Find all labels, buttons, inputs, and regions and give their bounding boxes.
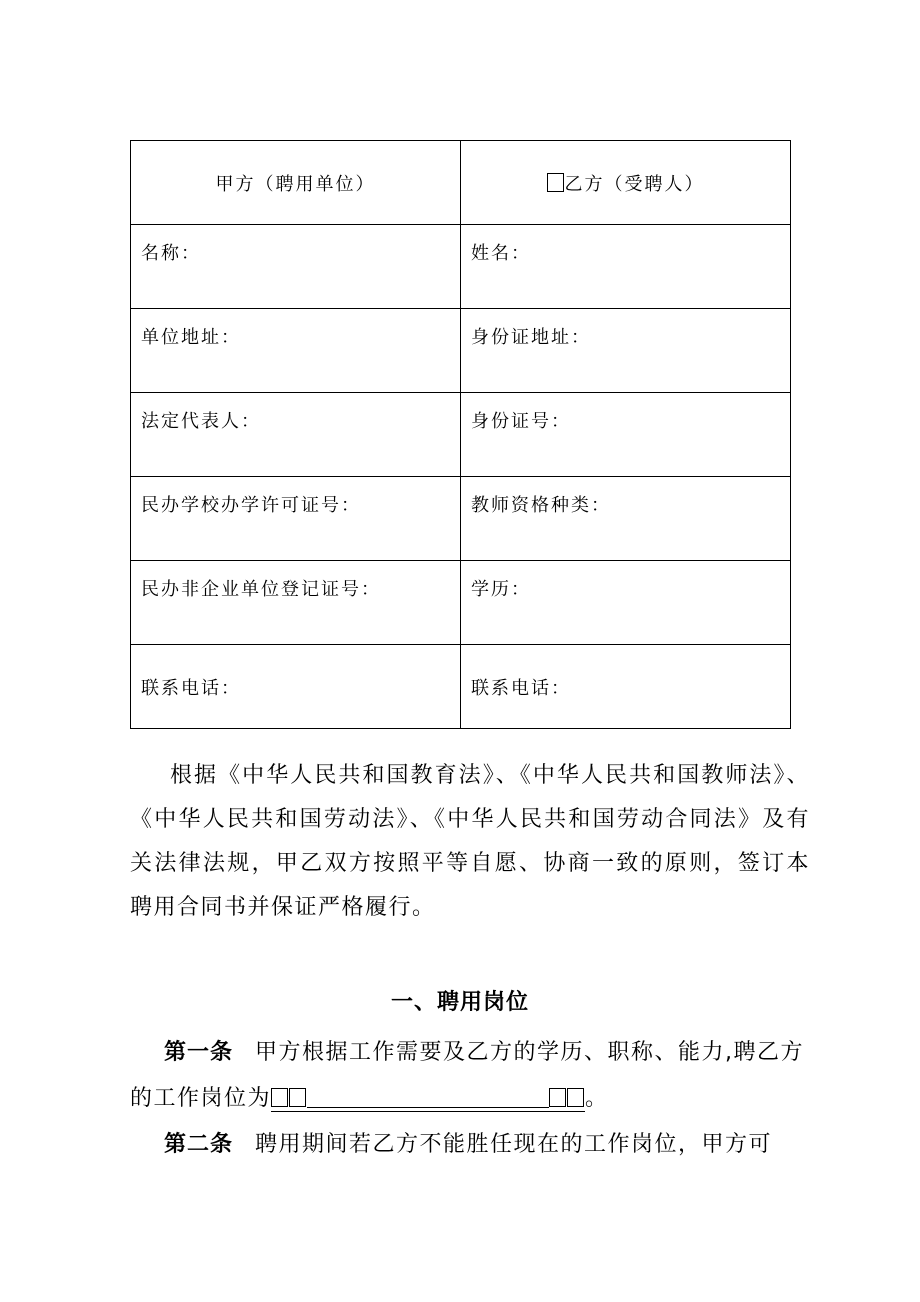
section-title-job-position: 一、聘用岗位 [390,990,529,1015]
placeholder-box-icon [567,1088,584,1107]
party-a-address-field[interactable]: 单位地址： [131,309,461,393]
table-row [131,393,791,477]
party-b-id-address-field[interactable]: 身份证地址： [461,309,791,393]
table-row [131,477,791,561]
article-2-number: 第二条 [164,1132,234,1157]
party-b-id-number-field[interactable]: 身份证号： [461,393,791,477]
placeholder-box-icon [271,1088,288,1107]
checkbox-square-icon [547,173,564,192]
party-b-header-text: 乙方（受聘人） [564,173,705,195]
party-a-legal-rep-field[interactable]: 法定代表人： [131,393,461,477]
table-row [131,225,791,309]
table-row [131,561,791,645]
party-a-header [131,141,461,225]
party-a-phone-field[interactable]: 联系电话： [131,645,461,729]
party-b-header [461,141,791,225]
party-a-registration-field[interactable]: 民办非企业单位登记证号： [131,561,461,645]
article-2 [130,1122,810,1168]
party-a-name-field[interactable]: 名称： [131,225,461,309]
party-b-phone-field[interactable]: 联系电话： [461,645,791,729]
contract-parties-table [130,140,791,729]
party-b-education-field[interactable]: 学历： [461,561,791,645]
table-row [131,309,791,393]
party-a-school-license-field[interactable]: 民办学校办学许可证号： [131,477,461,561]
table-row [131,645,791,729]
party-b-teacher-qualification-field[interactable]: 教师资格种类： [461,477,791,561]
fill-in-underline [307,1083,549,1108]
article-1-end: 。 [585,1086,609,1111]
article-1-number: 第一条 [164,1040,234,1065]
party-b-name-field[interactable]: 姓名： [461,225,791,309]
article-2-text: 聘用期间若乙方不能胜任现在的工作岗位，甲方可 [255,1132,773,1157]
party-a-header-text: 甲方（聘用单位） [215,173,376,195]
article-1 [130,1030,810,1122]
article-1-text: 甲方根据工作需要及乙方的学历、职称、能力,聘乙方的工作岗位为 [130,1040,805,1111]
position-blank[interactable] [271,1086,585,1112]
placeholder-box-icon [549,1088,566,1107]
placeholder-box-icon [289,1088,306,1107]
contract-preamble: 根据《中华人民共和国教育法》、《中华人民共和国教师法》、《中华人民共和国劳动法》、《中华人民共和国劳动合同法》及有关法律法规，甲乙双方按照平等自愿、协商一致的原则，签订本聘用合同书并保证严格履行。 [130,763,810,920]
table-header-row [131,141,791,225]
